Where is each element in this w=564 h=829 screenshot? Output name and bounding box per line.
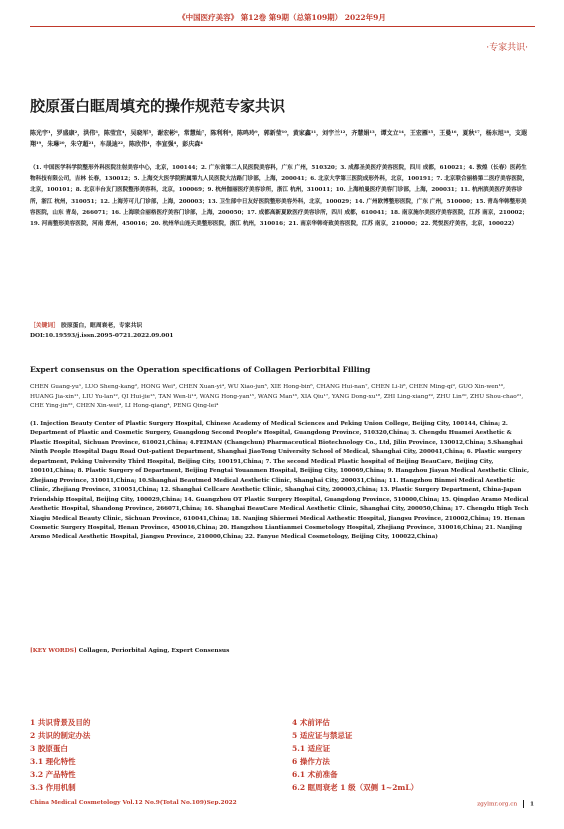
toc-item[interactable]: 5 适应证与禁忌证 xyxy=(292,731,353,740)
toc-item[interactable]: 4 术前评估 xyxy=(292,718,330,727)
toc-item[interactable]: 6 操作方法 xyxy=(292,757,330,766)
authors-en: CHEN Guang-yu¹, LUO Sheng-kang², HONG Wei³, CHEN Xuan-yi⁴, WU Xiao-jun⁵, XIE Hong-bin⁶, CHANG Hui-nan⁷, CHEN Li-li⁸, CHEN Ming-qi⁹, GUO Xin-wen¹⁰, HUANG Jia-xin¹¹, LIU Yu-lan¹², QI Hui-jie¹³, TAN Wen-li¹⁴, WANG Hong-yan¹⁵, WANG Man¹⁶, XIA Qiu¹⁷, YANG Dong-xu¹⁸, ZHI Ling-xiang¹⁹, ZHU Lin²⁰, ZHU Shou-chao²¹, CHE Ying-jin²², CHEN Xin-wei⁴, LI Hong-qiang⁴, PENG Qing-lei⁴ xyxy=(30,384,524,410)
keywords-value-cn: 胶原蛋白，眶周衰老，专家共识 xyxy=(61,323,143,329)
footer-separator xyxy=(523,800,524,808)
toc-item[interactable]: 3.1 理化特性 xyxy=(30,757,76,766)
keywords-en xyxy=(30,648,229,654)
affiliations-cn: （1. 中国医学科学院整形外科医院注射美容中心，北京，100144；2. 广东省第二人民医院美容科，广东 广州，510320；3. 成都圣美医疗美容医院，四川 成都，610021；4. 敦煌（长春）医药生物科技有限公司，吉林 长春，130012；5. 上海交大医学院附属第九人民医院大沽路门诊部，上海，200041；6. 北京大学第三医院成形外科，北京，100191；7. 北京联合丽格第二医疗美容医院，北京，100101；8. 北京丰台友门医院整形美容科，北京，100069；9. 杭州伽丽医疗美容诊所，浙江 杭州，310011；10. 上海柏曼医疗美容门诊部，上海，200031；11. 杭州滨美医疗美容诊所，浙江 杭州，310051；12. 上海芳可儿门诊部，上海，200003；13. 卫生部中日友好医院整形美容外科，北京，100029；14. 广州欧博整形医院，广东 广州，510000；15. 青岛华韩整形美容医院，山东 青岛，266071；16. 上海联合丽格医疗美容门诊部，上海，200050；17. 成都高新夏欧医疗美容诊所，四川 成都，610041；18. 南京施尔美医疗美容医院，江苏 南京，210002；19. 河南整形美容医院，河南 郑州，450016；20. 杭州华山连天美整形医院，浙江 杭州，310016；21. 南京华韩奇致美容医院，江苏 南京，210000；22. 梵悦医疗美容，北京，100022） xyxy=(30,165,529,228)
toc-item[interactable]: 3.2 产品特性 xyxy=(30,770,76,779)
journal-header: 《中国医疗美容》 第12卷 第9期（总第109期） 2022年9月 xyxy=(178,13,386,22)
toc-left xyxy=(30,716,90,794)
footer-journal: China Medical Cosmetology Vol.12 No.9(Total No.109)Sep.2022 xyxy=(30,800,237,806)
section-tag: ·专家共识· xyxy=(486,43,528,53)
keywords-value-en: Collagen, Periorbital Aging, Expert Consensus xyxy=(78,648,230,654)
article-title-en: Expert consensus on the Operation specifications of Collagen Periorbital Filling xyxy=(30,365,371,374)
affiliations-en: (1. Injection Beauty Center of Plastic Surgery Hospital, Chinese Academy of Medical Sciences and Peking Union College, Beijing City, 100144, China; 2. Department of Plastic and Cosmetic Surgery, Guangdong Second People's Hospital, Guangdong Province, 510320,China; 3. Chengdu Huamei Aesthetic & Plastic Hospital, Sichuan Province, 610021,China; 4.FEIMAN (Changchun) Pharmaceutical Biotechnology Co., Ltd, Jilin Province, 130012,China; 5.Shanghai Ninth People Hospital Dagu Road Out-patient Department, Shanghai JiaoTong University School of Medical, Shanghai City, 200041,China; 6. Plastic surgery department, Peking University Third Hospital, Beijing City, 100191,China; 7. The second Medical Plastic hospital of Beijing BeauCare, Beijing City, 100101,China; 8. Plastic Surgery of Department, Beijing Fengtai Youanmen Hospital, Beijing City, 100069,China; 9. Hangzhou Jiayan Medical Aesthetic Clinic, Zhejiang Province, 310011,China; 10.Shanghai Beautmed Medical Aesthetic Clinic, Shanghai City, 200031,China; 11. Hangzhou Binmei Medical Aesthetic Clinic, Zhejiang Province, 310051,China; 12. Shanghai Cellcare Aesthetic Clinic, Shanghai City, 200003,China; 13. Plastic Surgery Department, China-Japan Friendship Hospital, Beijing City, 100029,China; 14. Guangzhou OT Plastic Surgery Hospital, Guangdong Province, 510000,China; 15. Qingdao Aramo Medical Aesthetic Hospital, Shandong Province, 266071,China; 16. Shanghai BeauCare Medical Aesthetic Clinic, Shanghai City, 200050,China; 17. Chengdu High Tech Xiaqiu Medical Beauty Clinic, Sichuan Province, 610041,China; 18. Nanjing Shiermei Medical Asthestic Hospital, Jiangsu Province, 210002,China; 19. Henan Cosmetic Surgery Hospital, Henan Province, 450016,China; 20. Hangzhou Liantianmei Cosmetology Hospital, Zhejiang Province, 310016,China; 21. Nanjing Arsmo Medical Aesthetic Hospital, Jiangsu Province, 210000,China; 22. Fanyue Medical Cosmetology, Beijing City, 100022,China) xyxy=(30,421,530,541)
toc-item[interactable]: 3.3 作用机制 xyxy=(30,783,76,792)
doi[interactable]: DOI:10.19593/j.issn.2095-0721.2022.09.001 xyxy=(30,333,174,339)
toc-item[interactable]: 5.1 适应证 xyxy=(292,744,331,753)
toc-item[interactable]: 3 胶原蛋白 xyxy=(30,744,68,753)
toc-item[interactable]: 2 共识的制定办法 xyxy=(30,731,91,740)
toc-right xyxy=(292,716,418,794)
keywords-label-en: [KEY WORDS] xyxy=(30,648,77,654)
footer-right xyxy=(477,800,534,808)
page-number: 1 xyxy=(529,801,534,808)
footer-website[interactable]: zgylmr.org.cn xyxy=(477,801,518,808)
authors-cn: 陈光宇¹，罗盛康²，洪伟³，陈莹宜⁴，吴晓军⁵，谢宏彬⁶，常慧灿⁷，陈利利⁸，陈鸣玲⁹，郭新莹¹⁰，黄家鑫¹¹，刘宇兰¹²，齐慧娟¹³，谭文立¹⁴，王宏雁¹⁵，王曼¹⁶，夏秋¹⁷，杨东旭¹⁸，支遐翔¹⁹，朱琳²⁰，朱守超²¹，车晟迪²²，陈欣伟⁴，李宣强⁴，彭庆森⁴ xyxy=(30,130,527,148)
header-divider xyxy=(30,26,535,27)
article-title-cn: 胶原蛋白眶周填充的操作规范专家共识 xyxy=(30,97,286,115)
toc-item[interactable]: 6.2 眶周衰老 1 级（双侧 1~2mL） xyxy=(292,783,419,792)
keywords-cn xyxy=(30,321,530,331)
keywords-label-cn: ［关键词］ xyxy=(30,323,59,329)
toc-item[interactable]: 1 共识背景及目的 xyxy=(30,718,91,727)
toc-item[interactable]: 6.1 术前准备 xyxy=(292,770,338,779)
